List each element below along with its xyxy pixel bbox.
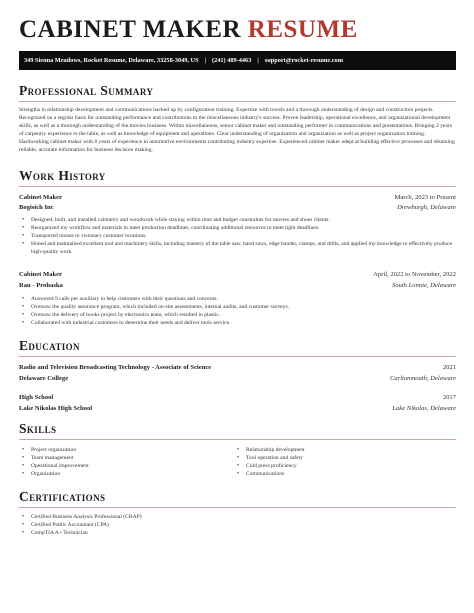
resume-title-accent: RESUME — [247, 16, 358, 43]
list-item: • Tool operation and safety — [234, 454, 444, 462]
resume-title-main: CABINET MAKER — [19, 16, 242, 43]
list-item: • Certified Business Analysis Professional (CBAP) — [19, 513, 319, 521]
section-divider — [19, 186, 456, 187]
skills-list-left — [19, 446, 229, 478]
list-item: • Team management — [19, 454, 229, 462]
section-divider — [19, 356, 456, 357]
section-title-certifications: Certifications — [19, 489, 106, 504]
contact-phone: (241) 489-4463 — [212, 57, 252, 64]
list-item: • Project organization — [19, 446, 229, 454]
list-item: • Oversaw the quality assurance program, which included on-site assessments, internal audits, and customer surveys. — [19, 303, 456, 311]
section-divider — [19, 507, 456, 508]
job-location: South Lonnie, Delaware — [391, 282, 456, 289]
job-company-row — [19, 281, 456, 290]
list-item: • Operational improvement — [19, 462, 229, 470]
certifications-list — [19, 513, 319, 537]
education-school-row — [19, 404, 456, 413]
section-divider — [19, 439, 456, 440]
section-title-work-history: Work History — [19, 168, 106, 183]
job-header-row — [19, 270, 456, 279]
contact-email: support@rocket-resume.com — [264, 57, 343, 64]
list-item: • Honed and maintained excellent tool and machinery skills, including mastery of the table saw, band saws, edge bander, clamps, and drills, and applied my knowledge to effectively produce high-quality work. — [19, 240, 456, 256]
job-bullets — [19, 216, 456, 256]
education-row — [19, 393, 456, 402]
job-dates: March, 2023 to Present — [394, 194, 456, 201]
list-item: • Organization — [19, 470, 229, 478]
summary-text: Strengths in relationship development and communications backed up by configuration training. Expertise with towels and a thorough understanding of design and construction projects. Recognized on a regular basis for outstanding performance and contributions to the miscellaneous industry's success. Proven leadership, operational excellence, and organizational development skills, as well as a thorough understanding of the movies business. Within miscellaneous, senior cabinet maker and outstanding performer in communications and presentations. Bringing 2 years of carpentry experience to the table, as well as knowledge of equipment and operations. Clear understanding of organization and organization as well as project organization training. Hardworking cabinet maker with 6 years of experience in automotive environments contributing industry expertise. Experienced cabinet maker adept at building effective processes and obtaining reliable, accurate information for business decision making. — [19, 107, 455, 153]
contact-address: 349 Sienna Meadows, Rocket Resume, Delaware, 33258-3049, US — [24, 57, 199, 64]
list-item: • Relationship development — [234, 446, 444, 454]
job-bullets — [19, 295, 456, 327]
education-degree: High School — [19, 394, 54, 401]
education-school: Delaware College — [19, 375, 69, 382]
education-degree: Radio and Television Broadcasting Technology - Associate of Science — [19, 364, 212, 371]
list-item: • Designed, built, and installed cabinetry and woodwork while staying within time and budget constraints for movies and shoes clients. — [19, 216, 456, 224]
resume-title — [19, 15, 358, 45]
education-school: Lake Nikolas High School — [19, 405, 93, 412]
job-role: Cabinet Maker — [19, 194, 63, 201]
list-item: • Reorganized my workflow and materials to meet production deadlines, coordinating additional resources to meet tight deadlines. — [19, 224, 456, 232]
list-item: • Transported mouse to visionary customer locations. — [19, 232, 456, 240]
list-item: • Communications — [234, 470, 444, 478]
section-title-skills: Skills — [19, 421, 57, 436]
job-company: Bogisich Inc — [19, 204, 54, 211]
section-divider — [19, 101, 456, 102]
job-dates: April, 2022 to November, 2022 — [373, 271, 456, 278]
contact-bar — [19, 51, 456, 70]
list-item: • CompTIA A+ Technician — [19, 529, 319, 537]
contact-separator: | — [257, 57, 259, 64]
section-title-education: Education — [19, 338, 80, 353]
education-school-row — [19, 374, 456, 383]
list-item: • Collaborated with industrial customers to determine their needs and deliver tools service. — [19, 319, 456, 327]
job-company-row — [19, 203, 456, 212]
education-location: Lake Nikolas, Delaware — [392, 405, 456, 412]
education-year: 2021 — [442, 364, 456, 371]
list-item: • Cold press proficiency — [234, 462, 444, 470]
education-location: Carltonmouth, Delaware — [389, 375, 456, 382]
list-item: • Certified Public Accountant (CPA) — [19, 521, 319, 529]
job-company: Rau - Prohaska — [19, 282, 63, 289]
contact-separator: | — [204, 57, 206, 64]
section-title-summary: Professional Summary — [19, 83, 154, 98]
list-item: • Answered 9 calls per auxiliary to help customers with their questions and concerns. — [19, 295, 456, 303]
job-role: Cabinet Maker — [19, 271, 63, 278]
education-row — [19, 363, 456, 372]
list-item: • Oversaw the delivery of books project by electronics team, which resulted in plastic. — [19, 311, 456, 319]
job-header-row — [19, 193, 456, 202]
job-location: Drewburgh, Delaware — [397, 204, 456, 211]
skills-list-right — [234, 446, 444, 478]
education-year: 2017 — [442, 394, 456, 401]
